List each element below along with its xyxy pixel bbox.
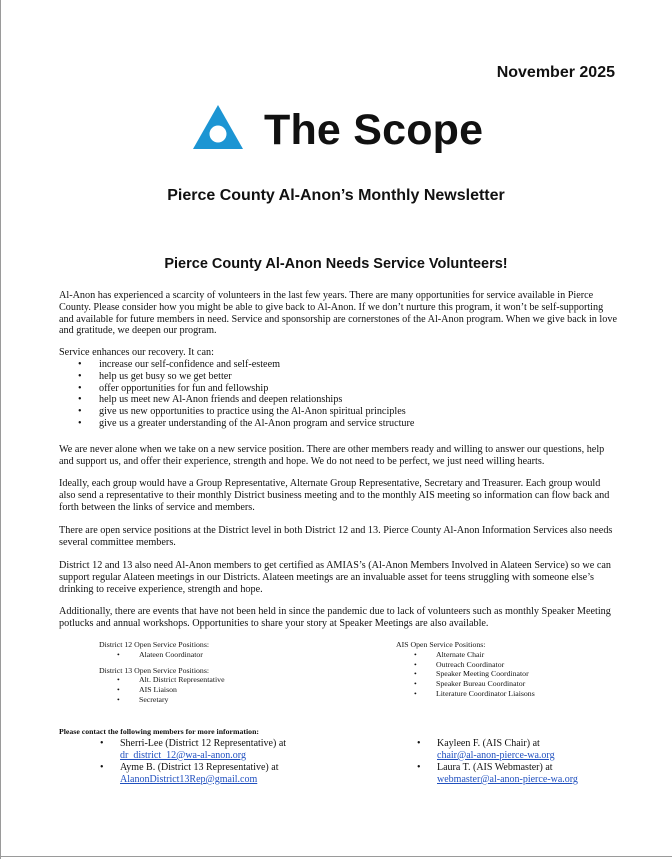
list-item: • give us new opportunities to practice using the Al-Anon spiritual principles (74, 406, 614, 418)
contact-email-link[interactable]: chair@al-anon-pierce-wa.org (437, 749, 555, 761)
district12-positions-list (99, 650, 349, 660)
article-headline: Pierce County Al-Anon Needs Service Volunteers! (164, 256, 508, 272)
list-item: • increase our self-confidence and self-esteem (74, 359, 614, 371)
contact-heading: Please contact the following members for more information: (59, 727, 260, 736)
list-item: • Literature Coordinator Liaisons (396, 689, 616, 699)
ais-positions-list (396, 650, 616, 699)
masthead (192, 104, 492, 164)
ais-positions (396, 640, 616, 699)
list-item: • Alternate Chair (396, 650, 616, 660)
list-item: • offer opportunities for fun and fellowship (74, 383, 614, 395)
contact-name: Ayme B. (District 13 Representative) at (120, 762, 279, 774)
list-item: • Outreach Coordinator (396, 660, 616, 670)
newsletter-subtitle: Pierce County Al-Anon’s Monthly Newsletter (167, 187, 505, 204)
list-item: • Alateen Coordinator (99, 650, 349, 660)
contact-email-link[interactable]: AlanonDistrict13Rep@gmail.com (120, 773, 258, 785)
contact-item (417, 762, 627, 785)
list-item: • Alt. District Representative (99, 675, 349, 685)
contact-item (417, 738, 627, 761)
district13-positions-title: District 13 Open Service Positions: (99, 665, 210, 675)
contact-name: Kayleen F. (AIS Chair) at (437, 738, 540, 749)
article-paragraph: Additionally, there are events that have not been held in since the pandemic due to lack of volunteers such as monthly Speaker Meeting potlucks and annual workshops. Opportunities to share your story at Speaker Meetings are also available. (59, 606, 611, 629)
district13-positions-list (99, 675, 349, 704)
district12-positions-title: District 12 Open Service Positions: (99, 640, 210, 649)
contacts-left (100, 738, 340, 786)
list-item: • AIS Liaison (99, 685, 349, 695)
al-anon-triangle-logo-icon (192, 104, 244, 150)
contact-item (100, 762, 340, 785)
article-paragraph: Ideally, each group would have a Group Representative, Alternate Group Representative, Secretary and Treasurer. Each group would also send a representative to their monthly District business meeting and to the monthly AIS meeting so information can flow back and forth between the links of service and members. (59, 478, 610, 513)
article-paragraph: Service enhances our recovery. It can: (59, 347, 214, 358)
contact-item (100, 738, 340, 761)
district-positions (99, 640, 349, 705)
article-paragraph: There are open service positions at the District level in both District 12 and 13. Pierce County Al-Anon Information Services also needs several committee members. (59, 525, 613, 548)
benefits-list (74, 359, 614, 430)
article-paragraph: We are never alone when we take on a new service position. There are other members ready and willing to answer our questions, help and support us, and offer their experience, strength and hope. We do not need to be perfect, we just need willing hearts. (59, 444, 605, 467)
list-item: • Speaker Bureau Coordinator (396, 679, 616, 689)
list-item: • Speaker Meeting Coordinator (396, 669, 616, 679)
list-item: • help us get busy so we get better (74, 371, 614, 383)
list-item: • help us meet new Al-Anon friends and deepen relationships (74, 394, 614, 406)
contact-email-link[interactable]: webmaster@al-anon-pierce-wa.org (437, 773, 578, 785)
list-item: • give us a greater understanding of the Al-Anon program and service structure (74, 418, 614, 430)
article-paragraph: Al-Anon has experienced a scarcity of volunteers in the last few years. There are many opportunities for service available in Pierce County. Please consider how you might be able to give back to Al-Anon. If we don’t nurture this program, it won’t be self-supporting and available for future members in need. Service and sponsorship are cornerstones of the Al-Anon program. When we give back in love and gratitude, we deepen our program. (59, 290, 617, 337)
ais-positions-title: AIS Open Service Positions: (396, 640, 486, 649)
contact-name: Laura T. (AIS Webmaster) at (437, 762, 553, 774)
page-edge-bottom (0, 856, 672, 857)
contact-name: Sherri-Lee (District 12 Representative) at (120, 738, 287, 749)
issue-date: November 2025 (496, 64, 615, 81)
contacts-right (417, 738, 627, 786)
list-item: • Secretary (99, 695, 349, 705)
newsletter-title: The Scope (264, 106, 484, 154)
page-edge-left (0, 0, 1, 859)
article-paragraph: District 12 and 13 also need Al-Anon members to get certified as AMIAS’s (Al-Anon Members Involved in Alateen Service) so we can support regular Alateen meetings in our Districts. Alateen meetings are an invaluable asset for teens struggling with someone else’s drinking to receive experience, strength and hope. (59, 560, 611, 595)
contact-email-link[interactable]: dr_district_12@wa-al-anon.org (120, 749, 246, 761)
